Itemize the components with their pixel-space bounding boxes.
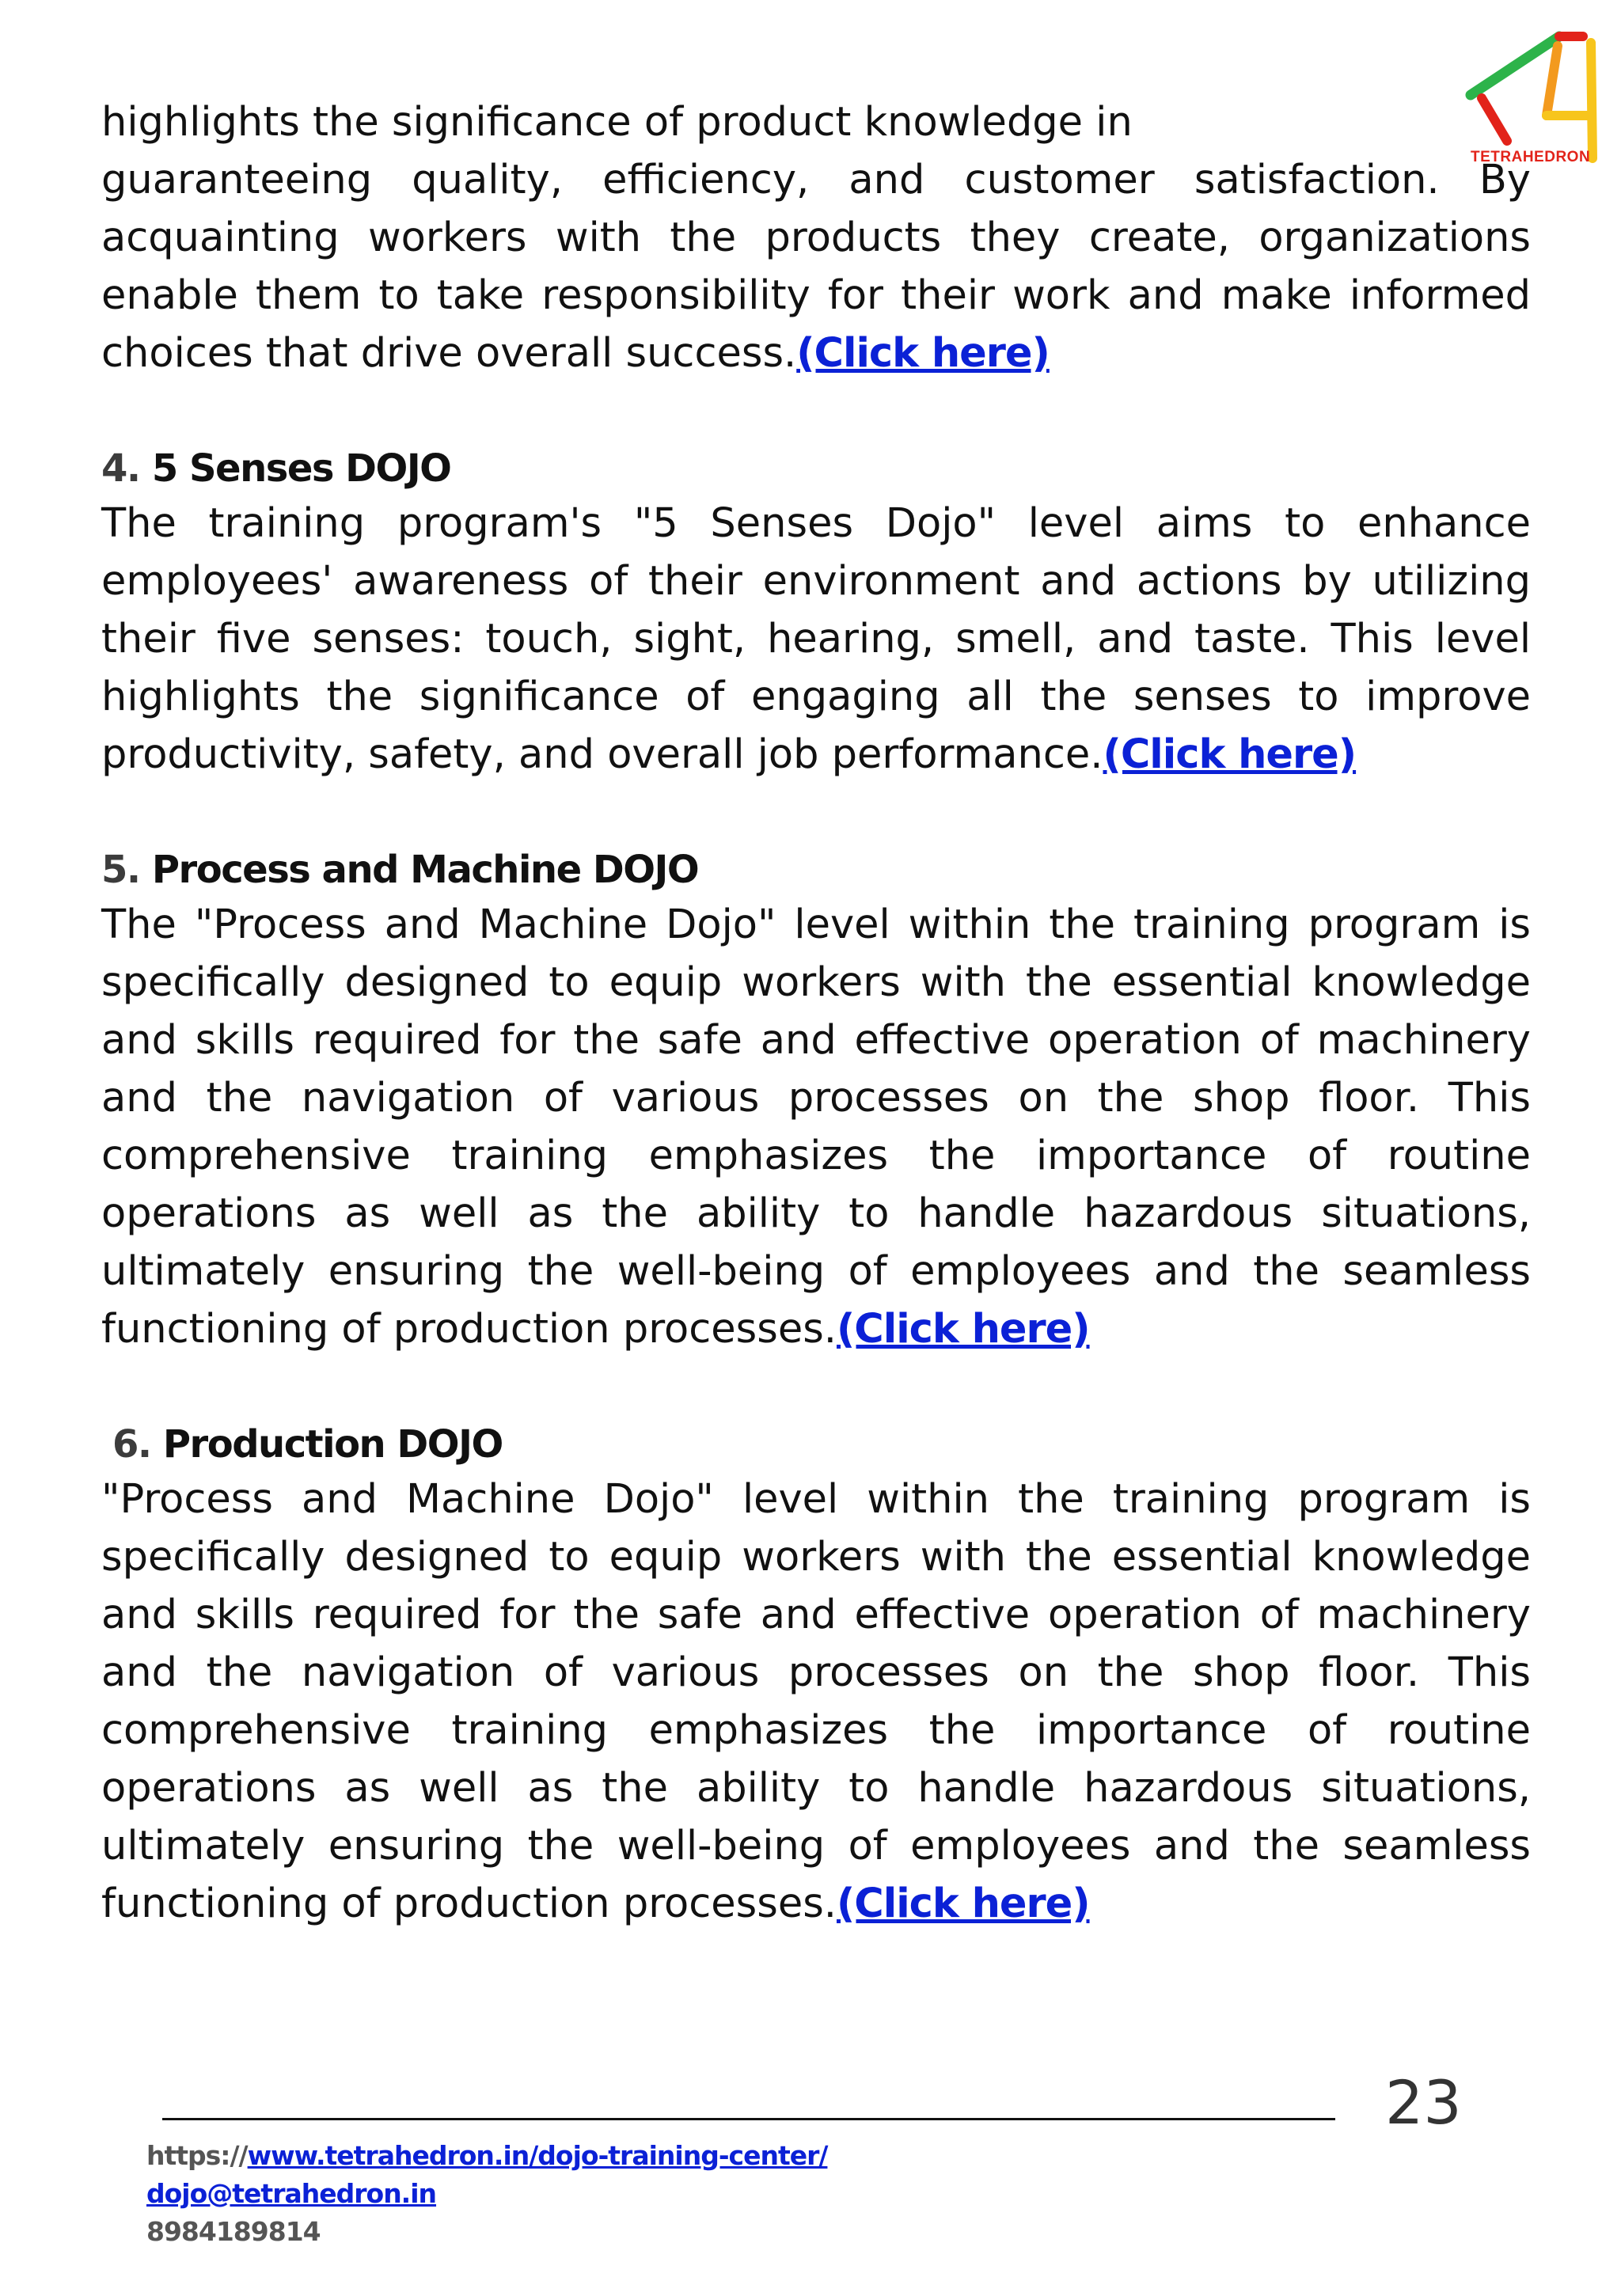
intro-click-here-link[interactable]: (Click here) bbox=[796, 330, 1050, 377]
phone-number: 8984189814 bbox=[146, 2216, 321, 2247]
section-heading bbox=[101, 1418, 1531, 1471]
section-paragraph bbox=[101, 495, 1531, 784]
section-number: 5. bbox=[101, 848, 140, 892]
section-5-click-here-link[interactable]: (Click here) bbox=[836, 1306, 1090, 1353]
section-text: The training program's "5 Senses Dojo" level aims to enhance employees' awareness of their environment and actions by utilizing their five senses: touch, sight, hearing, smell, and taste. This level highlights the significance of engaging all the senses to improve productivity, safety, and overall job performance. bbox=[101, 500, 1531, 778]
section-heading bbox=[101, 844, 1531, 896]
page-number: 23 bbox=[1385, 2067, 1462, 2138]
url-prefix: https:// bbox=[146, 2140, 248, 2171]
section-process-machine bbox=[101, 844, 1531, 1358]
section-text: The "Process and Machine Dojo" level within the training program is specifically designed to equip workers with the essential knowledge and skills required for the safe and effective operation of machinery and the navigation of various processes on the shop floor. This comprehensive training emphasizes the importance of routine operations as well as the ability to handle hazardous situations, ultimately ensuring the well-being of employees and the seamless functioning of production processes. bbox=[101, 901, 1531, 1353]
logo-wordmark: TETRAHEDRON bbox=[1471, 149, 1591, 165]
email-link[interactable]: dojo@tetrahedron.in bbox=[146, 2178, 437, 2209]
footer-url bbox=[146, 2137, 827, 2175]
footer-divider bbox=[162, 2118, 1335, 2120]
page-content bbox=[101, 93, 1531, 1933]
section-heading bbox=[101, 442, 1531, 495]
section-text: "Process and Machine Dojo" level within the training program is specifically designed to equip workers with the essential knowledge and skills required for the safe and effective operation of machinery and the navigation of various processes on the shop floor. This comprehensive training emphasizes the importance of routine operations as well as the ability to handle hazardous situations, ultimately ensuring the well-being of employees and the seamless functioning of production processes. bbox=[101, 1476, 1531, 1927]
section-paragraph bbox=[101, 1471, 1531, 1933]
section-title: 5 Senses DOJO bbox=[151, 446, 451, 491]
section-number: 6. bbox=[112, 1422, 151, 1467]
section-title: Process and Machine DOJO bbox=[151, 848, 699, 892]
section-title: Production DOJO bbox=[162, 1422, 503, 1467]
section-production bbox=[101, 1418, 1531, 1933]
intro-first-line: highlights the significance of product knowledge in bbox=[101, 99, 1133, 146]
section-4-click-here-link[interactable]: (Click here) bbox=[1103, 731, 1357, 778]
footer-contact bbox=[146, 2137, 827, 2251]
section-6-click-here-link[interactable]: (Click here) bbox=[836, 1880, 1090, 1927]
intro-paragraph bbox=[101, 151, 1531, 382]
website-link[interactable]: www.tetrahedron.in/dojo-training-center/ bbox=[247, 2140, 828, 2171]
intro-text: guaranteeing quality, efficiency, and customer satisfaction. By acquainting workers with the products they create, organizations enable them to take responsibility for their work and make informed choices that drive overall success. bbox=[101, 157, 1531, 377]
section-5-senses bbox=[101, 442, 1531, 784]
section-number: 4. bbox=[101, 446, 140, 491]
section-paragraph bbox=[101, 896, 1531, 1358]
